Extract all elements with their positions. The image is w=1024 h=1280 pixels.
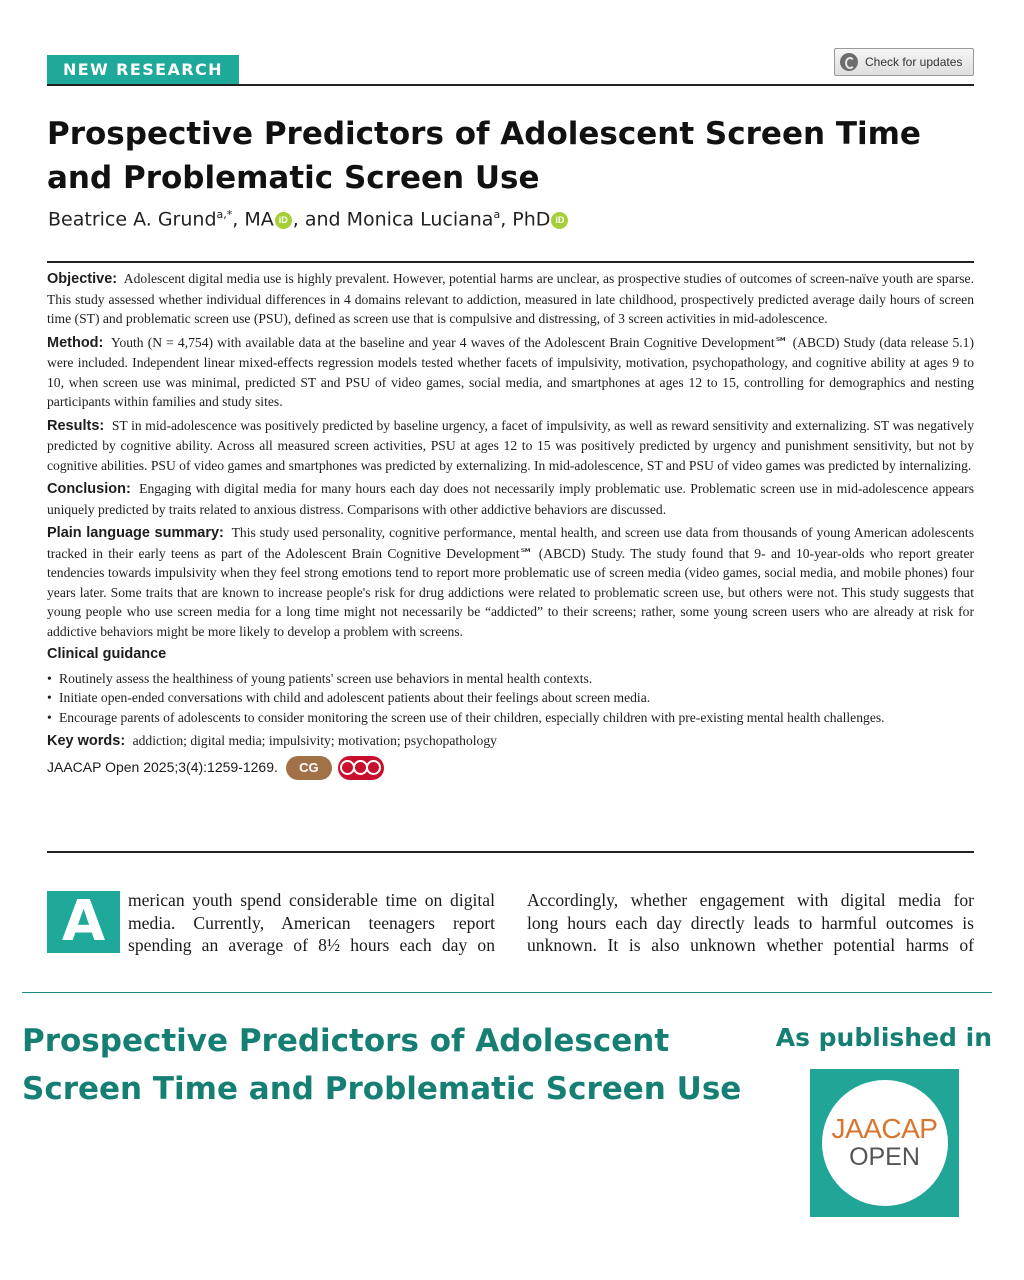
keywords-text: addiction; digital media; impulsivity; motivation; psychopathology <box>132 733 497 748</box>
author-2-affiliation: a <box>493 208 501 221</box>
author-1-name[interactable]: Beatrice A. Grund <box>48 208 217 231</box>
author-line <box>48 208 948 230</box>
body-line: long hours each day directly leads to harmful outcomes is <box>527 912 974 933</box>
abstract-plain-summary <box>47 523 974 641</box>
body-column-2 <box>527 889 974 959</box>
promo-divider <box>22 992 992 993</box>
body-line: media. Currently, American teenagers report <box>128 912 495 933</box>
results-label: Results: <box>47 417 105 434</box>
logo-text-open: OPEN <box>849 1143 920 1171</box>
article-title: Prospective Predictors of Adolescent Screen Time and Problematic Screen Use <box>47 116 921 196</box>
plain-summary-label: Plain language summary: <box>47 525 224 541</box>
keywords <box>47 731 974 752</box>
published-in-label: As published in <box>775 1023 992 1052</box>
results-text: ST in mid-adolescence was positively predicted by baseline urgency, a facet of impulsivity, as well as reward sensitivity and externalizing. ST was negatively predicted by cognitive ability. Across all measured screen activities, PSU at ages 12 to 15 was positively predicted by urgency and punishment sensitivity, but not by cognitive abilities. PSU of video games and smartphones was predicted by externalizing. In mid-adolescence, ST and PSU of video games was predicted by internalizing. <box>47 417 974 473</box>
abstract-method <box>47 333 974 412</box>
check-updates-label: Check for updates <box>865 55 963 69</box>
plain-summary-text: This study used personality, cognitive performance, mental health, and screen use data from thousands of young American adolescents tracked in their early teens as part of the Adolescent Brain Cognitive Development℠ (ABCD) Study. The study found that 9- and 10-year-olds who report greater tendencies towards impulsivity when they feel strong emotions tend to report more problematic use of screen media (video games, social media, and mobile phones) four years later. Some traits that are known to increase people's risk for drug addictions were related to problematic screen use, but others were not. This study suggests that young people who use screen media for a long time might not necessarily be “addicted” to their screens; rather, some young screen users who are already at risk for addictive behaviors might be more likely to develop a problem with screens. <box>47 525 974 639</box>
crossmark-icon <box>840 53 858 71</box>
keywords-label: Key words: <box>47 733 126 749</box>
body-line: unknown. It is also unknown whether potential harms of <box>527 935 974 955</box>
conclusion-text: Engaging with digital media for many hours each day does not necessarily imply problematic use. Problematic screen use in mid-adolescence appears uniquely predicted by traits related to anxious distress. Comparisons with other addictive behaviors are discussed. <box>47 481 974 517</box>
list-item: • Encourage parents of adolescents to consider monitoring the screen use of their children, especially children with pre-existing mental health challenges. <box>47 708 974 728</box>
logo-text-jaacap: JAACAP <box>831 1113 938 1144</box>
body-line: spending an average of 8½ hours each day on <box>128 935 495 955</box>
body-line: Accordingly, whether engagement with digital media for <box>527 890 974 910</box>
citation[interactable]: JAACAP Open 2025;3(4):1259-1269. <box>47 758 278 775</box>
abstract <box>47 269 974 780</box>
promo-title: Prospective Predictors of Adolescent Screen Time and Problematic Screen Use <box>22 1023 742 1107</box>
author-1-degree: , MA <box>232 208 274 231</box>
top-rule <box>47 84 974 86</box>
objective-text: Adolescent digital media use is highly prevalent. However, potential harms are unclear, as prospective studies of outcomes of screen-naïve youth are sparse. This study assessed whether individual differences in 4 domains relevant to addiction, measured in late childhood, prospectively predicted average daily hours of screen time (ST) and problematic screen use (PSU), defined as screen use that is compulsive and distressing, of 3 screen activities in mid-adolescence. <box>47 271 974 326</box>
section-badge: NEW RESEARCH <box>47 55 239 84</box>
list-item: • Routinely assess the healthiness of young patients' screen use behaviors in mental health contexts. <box>47 669 974 689</box>
body-line: merican youth spend considerable time on digital <box>128 890 495 910</box>
orcid-icon[interactable]: iD <box>551 212 568 229</box>
citation-line <box>47 756 974 780</box>
author-1-affiliation: a,* <box>216 208 233 221</box>
abstract-results <box>47 416 974 476</box>
abstract-bottom-rule <box>47 851 974 853</box>
clinical-guidance-list <box>47 669 974 728</box>
check-updates-button[interactable] <box>834 48 974 76</box>
method-text: Youth (N = 4,754) with available data at the baseline and year 4 waves of the Adolescent Brain Cognitive Development℠ (ABCD) Study (data release 5.1) were included. Independent linear mixed-effects regression models tested whether facets of impulsivity, motivation, psychopathology, and cognitive ability at ages 9 to 10, when screen use was minimal, predicted ST and PSU of video games, social media, and smartphones at ages 12 to 15, controlling for demographics and nesting participants within families and study sites. <box>47 334 974 409</box>
author-2-degree: , PhD <box>500 208 551 231</box>
abstract-top-rule <box>47 261 974 263</box>
body-column-1 <box>128 889 495 959</box>
objective-label: Objective: <box>47 271 118 287</box>
clinical-guidance-heading: Clinical guidance <box>47 646 167 662</box>
author-2-name[interactable]: , and Monica Luciana <box>292 208 494 231</box>
orcid-icon[interactable]: iD <box>275 212 292 229</box>
drop-cap: A <box>47 891 120 953</box>
method-label: Method: <box>47 334 104 351</box>
abstract-objective <box>47 269 974 329</box>
conclusion-label: Conclusion: <box>47 481 131 497</box>
list-item: • Initiate open-ended conversations with child and adolescent patients about their feelings about screen media. <box>47 688 974 708</box>
jaacap-open-logo <box>810 1069 959 1217</box>
logo-circle <box>822 1080 948 1206</box>
abstract-conclusion <box>47 479 974 519</box>
chain-link-icon[interactable] <box>338 756 384 780</box>
cg-badge[interactable]: CG <box>286 756 332 780</box>
